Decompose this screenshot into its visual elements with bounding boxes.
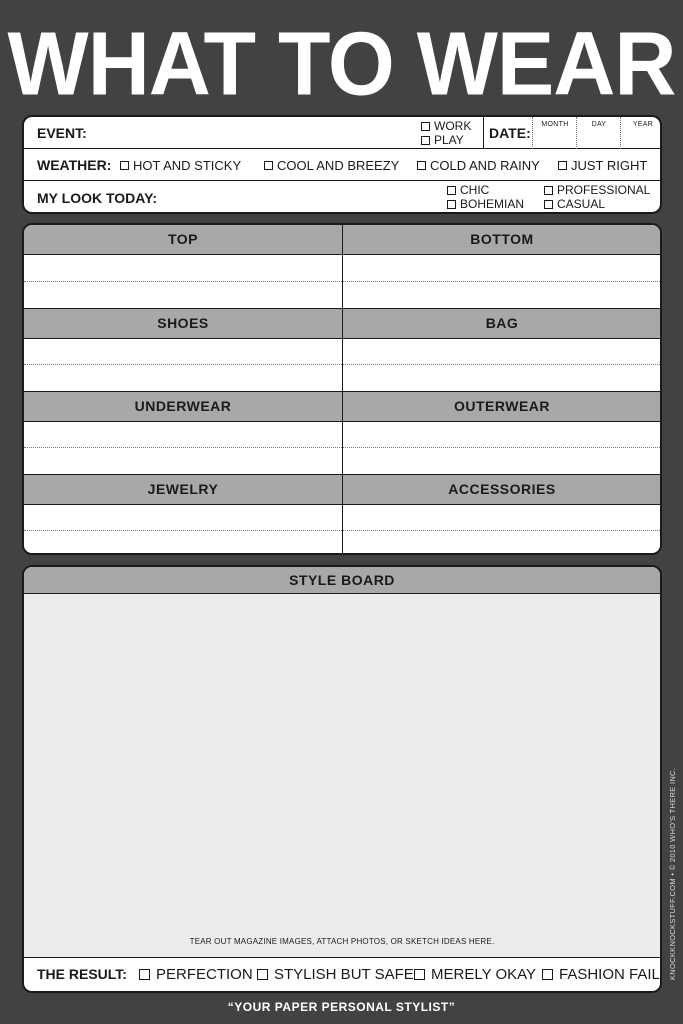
section-header-top: TOP: [24, 225, 342, 254]
weather-row: [24, 149, 660, 181]
style-board-title: STYLE BOARD: [24, 567, 660, 594]
date-day-field[interactable]: DAY: [576, 117, 621, 149]
checkbox-icon[interactable]: [139, 969, 150, 980]
entry-field-accessories[interactable]: [342, 504, 662, 555]
section-header-outerwear: OUTERWEAR: [342, 392, 662, 421]
checkbox-icon[interactable]: [447, 200, 456, 209]
tagline: “YOUR PAPER PERSONAL STYLIST”: [227, 1000, 456, 1014]
result-label: THE RESULT:: [37, 966, 127, 982]
outfit-grid: [22, 223, 662, 555]
look-row: [24, 181, 660, 214]
result-option-stylish-but-safe[interactable]: STYLISH BUT SAFE: [257, 966, 414, 983]
section-header-accessories: ACCESSORIES: [342, 475, 662, 504]
entry-field-underwear[interactable]: [24, 421, 342, 474]
weather-label: WEATHER:: [37, 157, 112, 173]
checkbox-icon[interactable]: [544, 186, 553, 195]
checkbox-icon[interactable]: [264, 161, 273, 170]
entry-field-shoes[interactable]: [24, 338, 342, 391]
copyright-text: KNOCKKNOCKSTUFF.COM • © 2010 WHO'S THERE INC.: [668, 767, 677, 980]
checkbox-icon[interactable]: [257, 969, 268, 980]
date-year-field[interactable]: YEAR: [620, 117, 662, 149]
section-header-shoes: SHOES: [24, 309, 342, 338]
event-row: [24, 117, 660, 149]
event-option-play[interactable]: PLAY: [421, 133, 464, 147]
section-header-bottom: BOTTOM: [342, 225, 662, 254]
look-label: MY LOOK TODAY:: [37, 190, 158, 206]
event-label: EVENT:: [37, 125, 87, 141]
column-divider: [342, 225, 343, 553]
look-option-casual[interactable]: CASUAL: [544, 197, 605, 211]
result-option-merely-okay[interactable]: MERELY OKAY: [414, 966, 536, 983]
entry-field-jewelry[interactable]: [24, 504, 342, 555]
info-panel: [22, 115, 662, 214]
style-board: [22, 565, 662, 993]
entry-field-bag[interactable]: [342, 338, 662, 391]
entry-field-outerwear[interactable]: [342, 421, 662, 474]
weather-option-cool[interactable]: COOL AND BREEZY: [264, 158, 399, 173]
entry-field-top[interactable]: [24, 254, 342, 308]
look-option-chic[interactable]: CHIC: [447, 183, 489, 197]
result-option-fashion-fail[interactable]: FASHION FAIL: [542, 966, 660, 983]
result-row: [24, 957, 660, 991]
checkbox-icon[interactable]: [417, 161, 426, 170]
section-header-bag: BAG: [342, 309, 662, 338]
checkbox-icon[interactable]: [421, 122, 430, 131]
checkbox-icon[interactable]: [447, 186, 456, 195]
checkbox-icon[interactable]: [544, 200, 553, 209]
section-header-underwear: UNDERWEAR: [24, 392, 342, 421]
weather-option-cold[interactable]: COLD AND RAINY: [417, 158, 540, 173]
checkbox-icon[interactable]: [558, 161, 567, 170]
date-month-field[interactable]: MONTH: [532, 117, 577, 149]
checkbox-icon[interactable]: [542, 969, 553, 980]
weather-option-just-right[interactable]: JUST RIGHT: [558, 158, 647, 173]
checkbox-icon[interactable]: [120, 161, 129, 170]
look-option-bohemian[interactable]: BOHEMIAN: [447, 197, 524, 211]
page-title: WHAT TO WEAR: [7, 13, 676, 115]
date-field: [483, 117, 662, 149]
style-board-hint: TEAR OUT MAGAZINE IMAGES, ATTACH PHOTOS, OR SKETCH IDEAS HERE.: [189, 937, 495, 946]
entry-field-bottom[interactable]: [342, 254, 662, 308]
checkbox-icon[interactable]: [414, 969, 425, 980]
weather-option-hot[interactable]: HOT AND STICKY: [120, 158, 241, 173]
checkbox-icon[interactable]: [421, 136, 430, 145]
result-option-perfection[interactable]: PERFECTION: [139, 966, 253, 983]
event-option-work[interactable]: WORK: [421, 119, 471, 133]
date-label: DATE:: [489, 125, 531, 141]
look-option-professional[interactable]: PROFESSIONAL: [544, 183, 650, 197]
section-header-jewelry: JEWELRY: [24, 475, 342, 504]
